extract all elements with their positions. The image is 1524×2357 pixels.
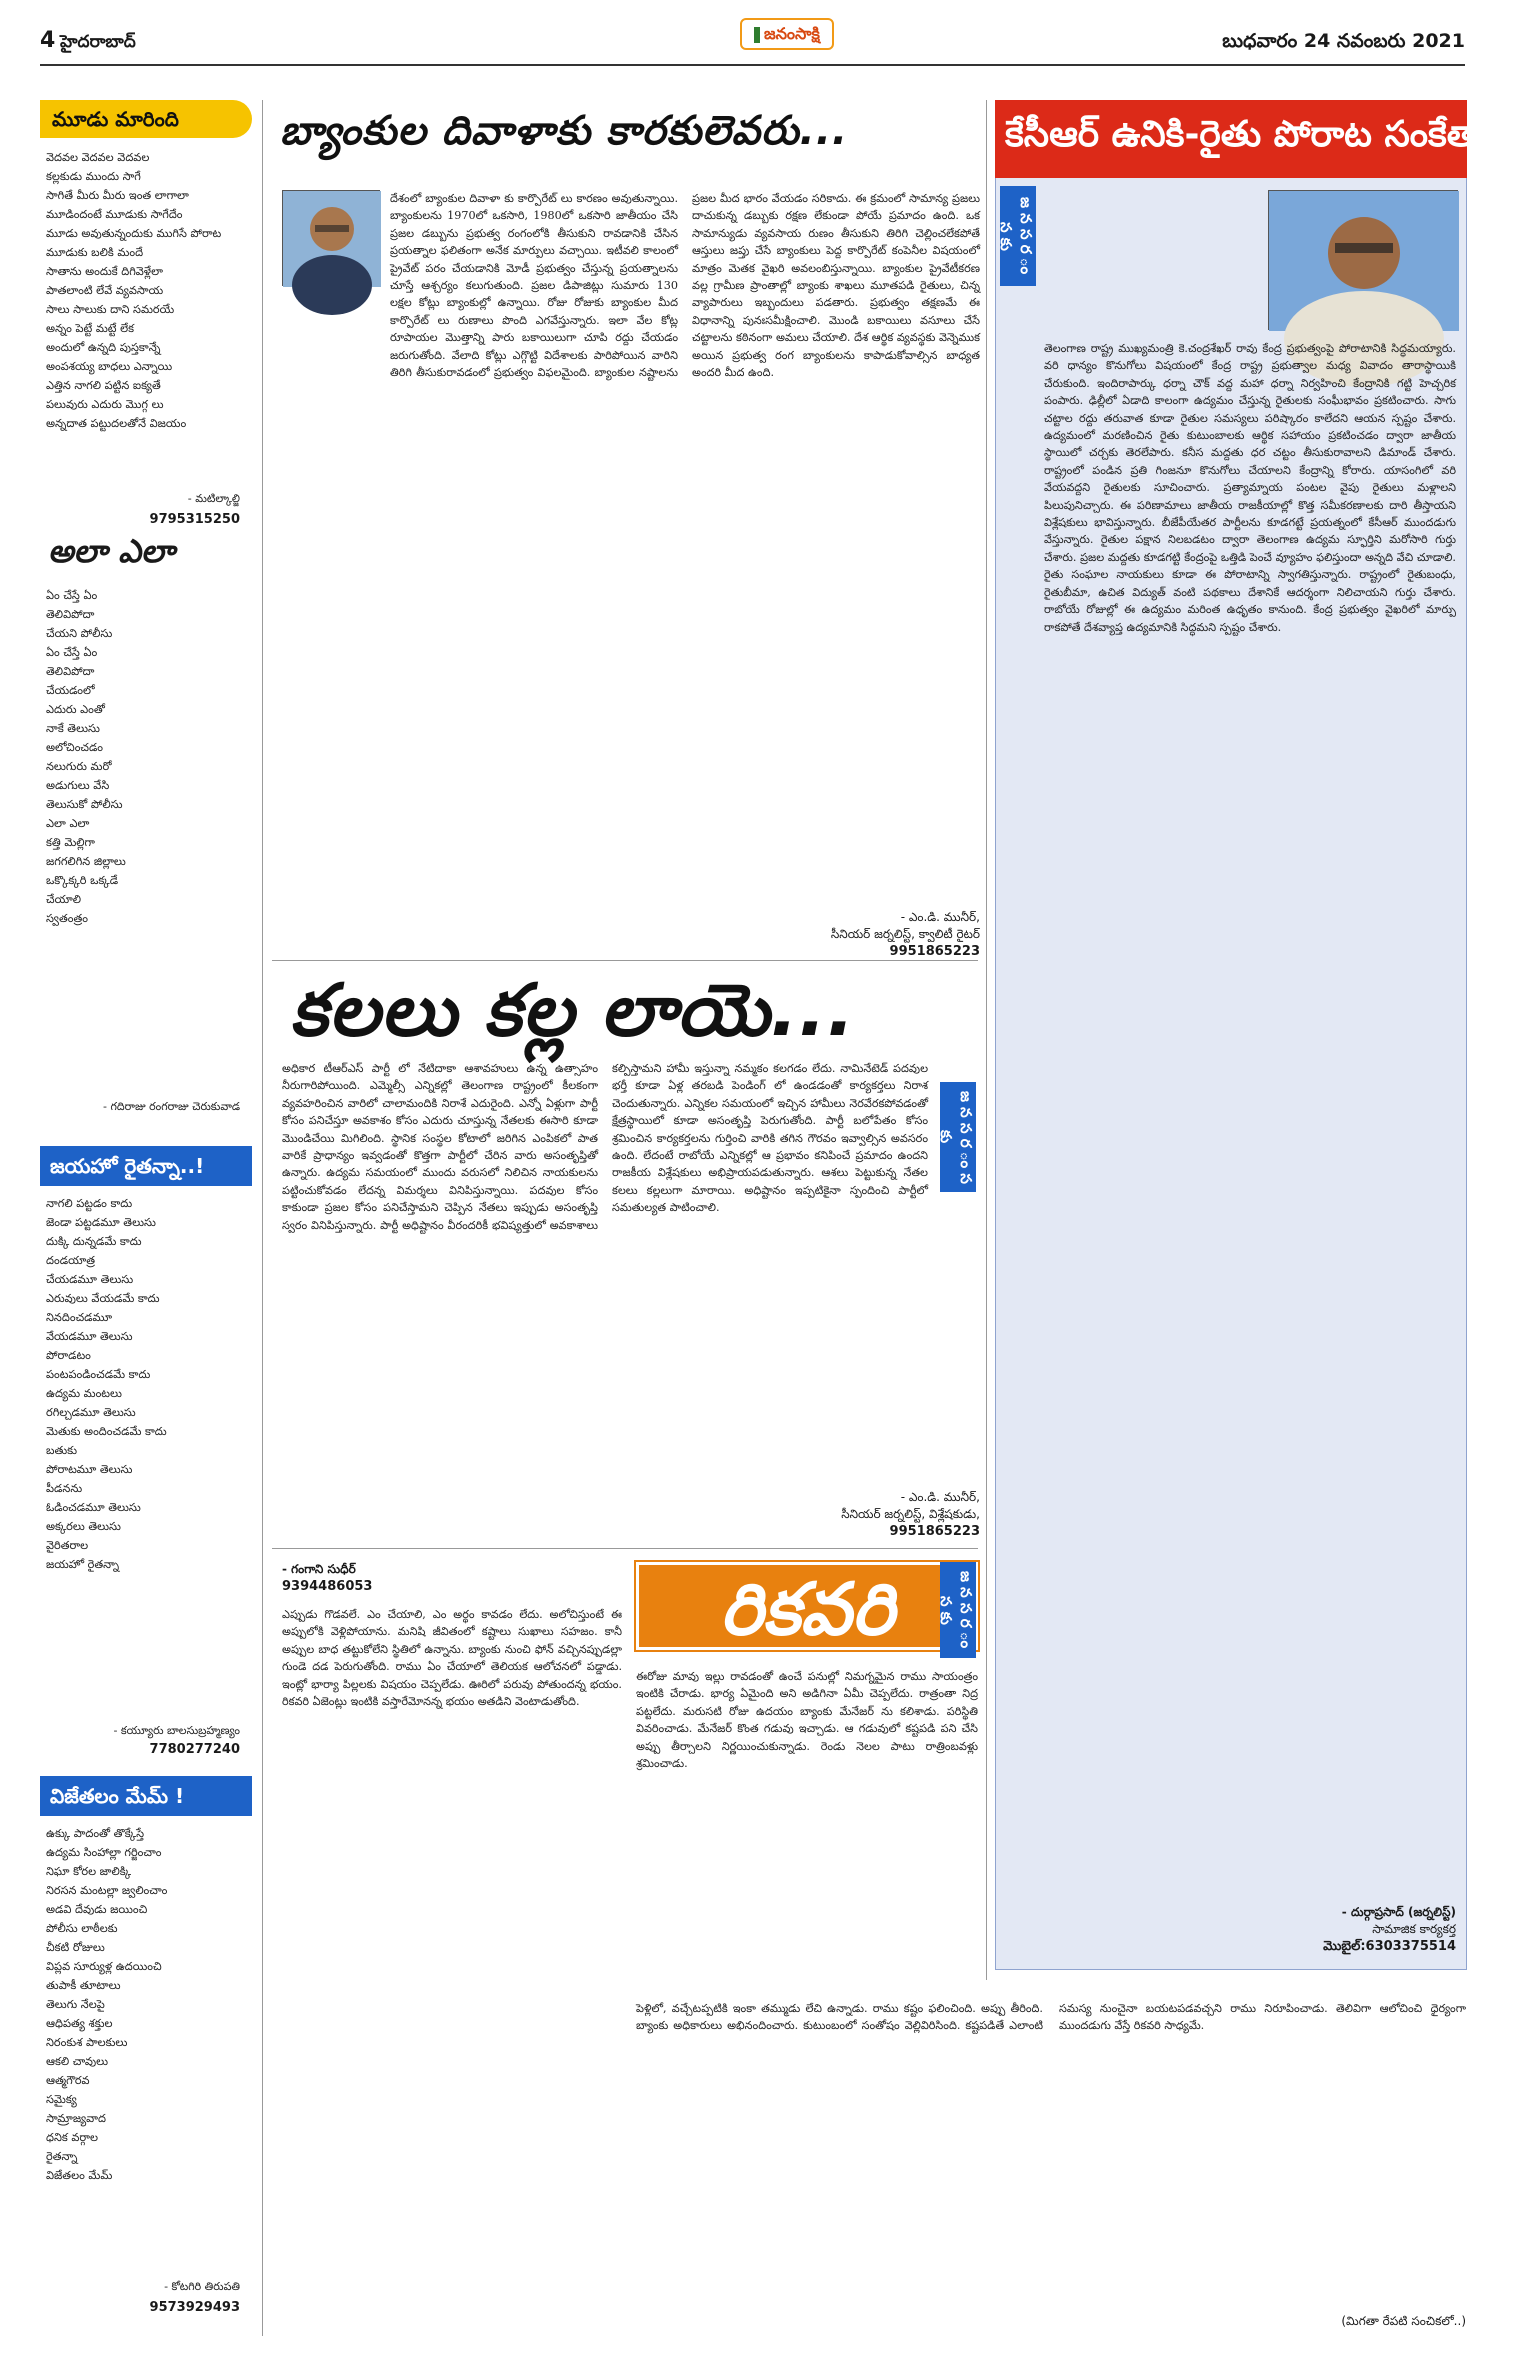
poem-line: సాతాను అందుకే దిగివెళ్లేలా: [46, 265, 163, 278]
poem-line: చేయడంలో: [46, 684, 95, 697]
poem-line: వైరితరాల: [46, 1539, 89, 1552]
poem-line: సాగితే మీరు మీరు ఇంత లాగాలా: [46, 189, 189, 202]
poem-line: పోలీసు లాఠీలకు: [46, 1922, 118, 1935]
poem-line: ఏం చేస్తే ఏం: [46, 646, 98, 659]
article3-author: - దుర్గాప్రసాద్ (జర్నలిస్ట్): [1341, 1905, 1456, 1919]
poem2-author: - గదిరాజు రంగరాజు చెరుకువాడ: [103, 1100, 240, 1113]
poem-line: పాతలాంటి లేవే వ్యవసాయ: [46, 284, 164, 297]
poem-line: తెలుగు నేలపై: [46, 1998, 105, 2011]
poem-line: చేయడమూ తెలుసు: [46, 1273, 134, 1286]
poem-line: జయహో రైతన్నా: [46, 1558, 120, 1571]
poem-line: ఉద్యమ సింహాల్లా గర్జించాం: [46, 1846, 162, 1859]
poem-line: అడవి దేవుడు జయించి: [46, 1903, 148, 1916]
poem-line: చేయాలి: [46, 893, 82, 906]
poem4-author: - కోటగిరి తిరుపతి: [164, 2280, 240, 2293]
poem-line: జెండా పట్టడమూ తెలుసు: [46, 1216, 156, 1229]
poem-line: తుపాకీ తూటాలు: [46, 1979, 121, 1992]
poem-line: అన్నం పెట్టే మట్టే లేక: [46, 322, 134, 335]
article2-role: సీనియర్ జర్నలిస్ట్, విశ్లేషకుడు,: [841, 1507, 980, 1521]
poem-line: సాలు సాలుకు దాని సమరయే: [46, 303, 175, 316]
article3-role: సామాజిక కార్యకర్త: [1372, 1922, 1456, 1936]
poem-line: జగగలిగిన జిల్లాలు: [46, 855, 126, 868]
poem3-phone: 7780277240: [149, 1742, 240, 1757]
poem-line: పంటపండించడమే కాదు: [46, 1368, 151, 1381]
poem3-title: జయహో రైతన్నా..!: [40, 1146, 252, 1186]
poem-line: ఉద్యమ మంటలు: [46, 1387, 122, 1400]
poem-line: అలోచించడం: [46, 741, 103, 754]
poem-line: కల్లకుడు ముందు సాగే: [46, 170, 141, 183]
article4-center-body: ఈరోజు మావు ఇల్లు రావడంతో ఉంచే పనుల్లో నిమగ్నమైన రాము సాయంత్రం ఇంటికి చేరాడు. భార్య ఏమైంది అని అడిగినా ఏమీ చెప్పలేదు. రాత్రంతా నిద్ర పట్టలేదు. మరుసటి రోజు ఉదయం బ్యాంకు మేనేజర్ ను కలిశాడు. పరిస్థితి వివరించాడు. మేనేజర్ కొంత గడువు ఇచ్చాడు. ఆ గడువులో కష్టపడి పని చేసి అప్పు తీర్చాలని నిర్ణయించుకున్నాడు. రెండు నెలల పాటు రాత్రింబవళ్లు శ్రమించాడు.: [636, 1670, 978, 1771]
poem1-title: మూడు మారింది: [40, 100, 252, 138]
poem-line: ఒక్కొక్కరి ఒక్కడే: [46, 874, 119, 887]
poem-line: ధనిక వర్గాల: [46, 2131, 99, 2144]
article1-role: సీనియర్ జర్నలిస్ట్, క్వాలిటీ రైటర్: [830, 927, 980, 941]
article1-body: దేశంలో బ్యాంకుల దివాళా కు కార్పొరేట్ లు కారణం అవుతున్నాయి. బ్యాంకులను 1970లో ఒకసారి, 1980లో ఒకసారి జాతీయం చేసి ప్రజల డబ్బును ప్రభుత్వ రంగంలోకి తీసుకుని రావడానికి చేసిన ప్రయత్నాల ఫలితంగా అనేక మార్పులు వచ్చాయి. ఇటీవలి కాలంలో ప్రైవేట్ పరం చేయడానికి మోడీ ప్రభుత్వం చేస్తున్న ప్రయత్నాలను చూస్తే ఆశ్చర్యం కలుగుతుంది. ప్రజల డిపాజిట్లు సుమారు 130 లక్షల కోట్లు బ్యాంకుల్లో ఉన్నాయి. రోజు రోజుకు బ్యాంకుల మీద కార్పొరేట్ లు రుణాలు పొంది ఎగవేస్తున్నారు. ఇలా వేల కోట్ల రూపాయల మొత్తాన్ని పారు బకాయిలుగా చూపి రద్దు చేయడం జరుగుతోంది. వేలాది కోట్లు ఎగ్గొట్టి విదేశాలకు పారిపోయిన వారిని తిరిగి తీసుకురావడంలో ప్రభుత్వం విఫలమైంది. బ్యాంకుల నష్టాలను ప్రజల మీద భారం వేయడం సరికాదు. ఈ క్రమంలో సామాన్య ప్రజలు దాచుకున్న డబ్బుకు రక్షణ లేకుండా పోయే ప్రమాదం ఉంది. ఒక సామాన్యుడు వ్యవసాయ రుణం తీసుకుని తిరిగి చెల్లించలేకపోతే ఆస్తులు జప్తు చేసే బ్యాంకులు పెద్ద కార్పొరేట్ కంపెనీల విషయంలో మాత్రం మెతక వైఖరి అవలంబిస్తున్నాయి. బ్యాంకుల ప్రైవేటీకరణ వల్ల గ్రామీణ ప్రాంతాల్లో బ్యాంకు శాఖలు మూతపడి రైతులు, చిన్న వ్యాపారులు ఇబ్బందులు పడతారు. ప్రభుత్వం తక్షణమే ఈ విధానాన్ని పునఃసమీక్షించాలి. మొండి బకాయిలు వసూలు చేసే చట్టాలను కఠినంగా అమలు చేయాలి. దేశ ఆర్థిక వ్యవస్థకు వెన్నెముక అయిన ప్రభుత్వ రంగ బ్యాంకులను కాపాడుకోవాల్సిన బాధ్యత అందరి మీద ఉంది.: [390, 192, 980, 380]
poem-line: ఎరువులు వేయడమే కాదు: [46, 1292, 160, 1305]
poem-line: ఉక్కు పాదంతో తొక్కేస్తే: [46, 1827, 145, 1840]
article3-body: తెలంగాణ రాష్ట్ర ముఖ్యమంత్రి కె.చంద్రశేఖర్ రావు కేంద్ర ప్రభుత్వంపై పోరాటానికి సిద్ధమయ్యారు. వరి ధాన్యం కొనుగోలు విషయంలో కేంద్ర రాష్ట్ర ప్రభుత్వాల మధ్య వివాదం తారాస్థాయికి చేరుకుంది. ఇందిరాపార్కు ధర్నా చౌక్ వద్ద మహా ధర్నా నిర్వహించి కేంద్రానికి గట్టి హెచ్చరిక పంపారు. ఢిల్లీలో ఏడాది కాలంగా ఉద్యమం చేస్తున్న రైతులకు సంఘీభావం ప్రకటించారు. సాగు చట్టాల రద్దు తరువాత కూడా రైతుల సమస్యలు పరిష్కారం కాలేదని ఆయన స్పష్టం చేశారు. ఉద్యమంలో మరణించిన రైతు కుటుంబాలకు ఆర్థిక సహాయం ప్రకటించడం ద్వారా జాతీయ స్థాయిలో చర్చకు తెరలేపారు. కనీస మద్దతు ధర చట్టం తీసుకురావాలని డిమాండ్ చేశారు. రాష్ట్రంలో పండిన ప్రతి గింజనూ కొనుగోలు చేయాలని కేంద్రాన్ని కోరారు. యాసంగిలో వరి వేయవద్దని రైతులకు సూచించారు. ప్రత్యామ్నాయ పంటల వైపు రైతులు మళ్లాలని పిలుపునిచ్చారు. ఈ పరిణామాలు జాతీయ రాజకీయాల్లో కొత్త సమీకరణాలకు దారి తీస్తాయని విశ్లేషకులు భావిస్తున్నారు. బీజేపీయేతర పార్టీలను కూడగట్టే ప్రయత్నంలో కేసీఆర్ ముందడుగు వేస్తున్నారు. రైతుల పక్షాన నిలబడటం ద్వారా తెలంగాణ ఉద్యమ స్ఫూర్తిని మరోసారి గుర్తు చేశారు. ప్రజల మద్దతు కూడగట్టి కేంద్రంపై ఒత్తిడి పెంచే వ్యూహం ఫలిస్తుందా అన్నది వేచి చూడాలి. రైతు సంఘాల నాయకులు కూడా ఈ పోరాటాన్ని స్వాగతిస్తున్నారు. రాష్ట్రంలో రైతుబంధు, రైతుబీమా, ఉచిత విద్యుత్ వంటి పథకాలు దేశానికే ఆదర్శంగా నిలిచాయని గుర్తు చేశారు. రాబోయే రోజుల్లో ఈ ఉద్యమం మరింత ఉధృతం కానుంది. కేంద్ర ప్రభుత్వం వైఖరిలో మార్పు రాకపోతే దేశవ్యాప్త ఉద్యమానికి సిద్ధమని స్పష్టం చేశారు.: [1044, 342, 1456, 634]
column-divider: [986, 100, 987, 1980]
poem-line: ఏం చేస్తే ఏం: [46, 589, 98, 602]
poem-line: మెతుకు అందించడమే కాదు: [46, 1425, 167, 1438]
poem-line: నిఘా కోరల జాలిక్కి: [46, 1865, 132, 1878]
article1-byline: [735, 910, 980, 959]
poem-line: పోరాడటం: [46, 1349, 91, 1362]
article3-byline: [1200, 1905, 1456, 1957]
poem3-author: - కయ్యూరు బాలసుబ్రహ్మణ్యం: [113, 1724, 240, 1737]
poem-line: ఆత్మగౌరవ: [46, 2074, 90, 2087]
article-divider: [272, 1548, 978, 1549]
poem-line: పోరాటమూ తెలుసు: [46, 1463, 133, 1476]
poem-line: కత్తి మెల్లిగా: [46, 836, 95, 849]
newspaper-logo: [740, 18, 834, 50]
poem-line: మూడుకు బలికి మందే: [46, 246, 144, 259]
article3-tag: జ న స ర ం స కు: [1000, 186, 1036, 286]
article2-author: - ఎం.డి. మునీర్,: [900, 1490, 980, 1504]
poem-line: ఓడించడమూ తెలుసు: [46, 1501, 141, 1514]
poem-line: తెలివిపోదా: [46, 665, 95, 678]
article3-photo: [1268, 190, 1458, 330]
poem-line: అంపశయ్య బాధలు ఎన్నాయి: [46, 360, 173, 373]
poem-line: ఎత్తిన నాగలి పట్టిన ఐక్యతే: [46, 379, 161, 392]
poem-line: అందులో ఉన్నది పుస్తకాన్నే: [46, 341, 161, 354]
logo-text: జనంసాక్షి: [764, 24, 820, 43]
article4-byline-top: [282, 1562, 462, 1594]
poem-line: మూడు అవుతున్నందుకు ముగిసే పోరాట: [46, 227, 222, 240]
poem3-body: [46, 1194, 250, 1718]
poem2-body: [46, 586, 250, 1096]
logo-icon: [754, 27, 760, 43]
poem-line: నిరసన మంటల్లా జ్వలించాం: [46, 1884, 168, 1897]
poem-line: నాగలి పట్టడం కాదు: [46, 1197, 133, 1210]
poem-line: మూడిందంటే మూడుకు సాగేదేం: [46, 208, 183, 221]
article4-continued: (మిగతా రేపటి సంచికలో..): [1341, 2314, 1466, 2328]
article2-body: అధికార టీఆర్ఎస్ పార్టీ లో నేటిదాకా ఆశావహులు ఉన్న ఉత్సాహం నీరుగారిపోయింది. ఎమ్మెల్సీ ఎన్నికల్లో తెలంగాణ రాష్ట్రంలో కీలకంగా వ్యవహరించిన వారిలో చాలామందికి నిరాశే ఎదురైంది. ఎన్నో ఏళ్లుగా పార్టీ కోసం పనిచేస్తూ అవకాశం కోసం ఎదురు చూస్తున్న నేతలకు ఈసారి కూడా మొండిచేయి మిగిలింది. స్థానిక సంస్థల కోటాలో జరిగిన ఎంపికలో పాత వారికే ప్రాధాన్యం ఇవ్వడంతో కొత్తగా పార్టీలో చేరిన వారు అసంతృప్తితో ఉన్నారు. ఉద్యమ సమయంలో ముందు వరుసలో నిలిచిన నాయకులను పట్టించుకోవడం లేదన్న విమర్శలు వినిపిస్తున్నాయి. పదవుల కోసం కాకుండా ప్రజల కోసం పనిచేస్తామని చెప్పిన నేతలు ఇప్పుడు అసంతృప్తి స్వరం వినిపిస్తున్నారు. పార్టీ అధిష్టానం వీరందరికీ భవిష్యత్తులో అవకాశాలు కల్పిస్తామని హామీ ఇస్తున్నా నమ్మకం కలగడం లేదు. నామినేటెడ్ పదవుల భర్తీ కూడా ఏళ్ల తరబడి పెండింగ్ లో ఉండడంతో కార్యకర్తలు నిరాశ చెందుతున్నారు. ఎన్నికల సమయంలో ఇచ్చిన హామీలు నెరవేరకపోవడంతో క్షేత్రస్థాయిలో కూడా అసంతృప్తి పెరుగుతోంది. పార్టీ బలోపేతం కోసం శ్రమించిన కార్యకర్తలను గుర్తించి వారికి తగిన గౌరవం ఇవ్వాల్సిన అవసరం ఉంది. లేదంటే రాబోయే ఎన్నికల్లో ఆ ప్రభావం కనిపించే ప్రమాదం ఉందని రాజకీయ విశ్లేషకులు అభిప్రాయపడుతున్నారు. ఆశలు పెట్టుకున్న నేతల కలలు కల్లలుగా మారాయి. అధిష్టానం ఇప్పటికైనా స్పందించి పార్టీలో సమతుల్యత పాటించాలి.: [282, 1062, 928, 1232]
poem-line: ఆకలి చావులు: [46, 2055, 109, 2068]
poem1-phone: 9795315250: [149, 512, 240, 527]
article4-bottom-body: పెళ్లిలో, వచ్చేటప్పటికి ఇంకా తమ్ముడు లేచి ఉన్నాడు. రాము కష్టం ఫలించింది. అప్పు తీరింది. బ్యాంకు అధికారులు అభినందించారు. కుటుంబంలో సంతోషం వెల్లివిరిసింది. కష్టపడితే ఎలాంటి సమస్య నుంచైనా బయటపడవచ్చని రాము నిరూపించాడు. తెలివిగా ఆలోచించి ధైర్యంగా ముందడుగు వేస్తే రికవరి సాధ్యమే.: [636, 2002, 1466, 2033]
article2-phone: 9951865223: [889, 1524, 980, 1539]
article3-phone: మొబైల్:6303375514: [1323, 1939, 1456, 1954]
poem-line: దుక్కి దున్నడమే కాదు: [46, 1235, 142, 1248]
poem-line: నినదించడమూ: [46, 1311, 113, 1324]
page-header: [40, 8, 1465, 66]
poem2-title: అలా ఎలా: [48, 532, 175, 570]
poem-line: స్వతంత్రం: [46, 912, 89, 925]
poem1-author: - మటిల్కాల్జి: [187, 492, 240, 505]
article4-headline: రికవరి: [636, 1562, 978, 1650]
poem4-phone: 9573929493: [149, 2300, 240, 2315]
poems-column: [40, 100, 252, 2336]
poem4-body: [46, 1824, 250, 2274]
poem-line: సామ్రాజ్యవాద: [46, 2112, 106, 2125]
article4-author: - గంగాని సుధీర్: [282, 1562, 356, 1576]
article2-tag: జ న స ర ం స కు: [940, 1082, 976, 1192]
city-name: హైదరాబాద్: [60, 32, 136, 52]
article2-headline: కలలు కల్ల లాయె...: [290, 968, 856, 1052]
poem-line: విప్లవ సూర్యుళ్ల ఉదయించి: [46, 1960, 162, 1973]
poem-line: విజేతలం మేమ్: [46, 2169, 113, 2182]
article1-headline: బ్యాంకుల దివాళాకు కారకులెవరు...: [280, 108, 849, 154]
poem-line: అక్కరలు తెలుసు: [46, 1520, 121, 1533]
poem-line: వెదవల వెదవల వెదవల: [46, 151, 150, 164]
poem-line: బతుకు: [46, 1444, 77, 1457]
poem-line: సమైక్య: [46, 2093, 77, 2106]
portrait-icon: [1269, 191, 1459, 331]
poem-line: తెలుసుకో పోలీసు: [46, 798, 123, 811]
poem-line: నలుగురు మరో: [46, 760, 112, 773]
poem-line: నిరంకుశ పాలకులు: [46, 2036, 128, 2049]
poem-line: చీకటి రోజులు: [46, 1941, 105, 1954]
article2-byline: [735, 1490, 980, 1539]
poem-line: వేయడమూ తెలుసు: [46, 1330, 133, 1343]
article4-phone: 9394486053: [282, 1579, 373, 1594]
article4-left-body: ఎప్పుడు గొడవలే. ఎం చేయాలి, ఎం అర్థం కావడం లేదు. అలోచిస్తుంటే ఈ అప్పులోకి వెళ్లిపోయాను. మనిషి జీవితంలో కష్టాలు సుఖాలు సహజం. కానీ అప్పుల బాధ తట్టుకోలేని స్థితిలో ఉన్నాను. బ్యాంకు నుంచి ఫోన్ వచ్చినప్పుడల్లా గుండె దడ పెరుగుతోంది. రాము ఏం చేయాలో తెలియక ఆలోచనలో పడ్డాడు. ఇంట్లో భార్యా పిల్లలకు విషయం చెప్పలేడు. ఊరిలో పరువు పోతుందన్న భయం. రికవరి ఏజెంట్లు ఇంటికి వస్తారేమోనన్న భయం అతడిని వెంటాడుతోంది.: [282, 1608, 622, 1709]
poem-line: ఆధిపత్య శక్తుల: [46, 2017, 113, 2030]
page-number: 4: [40, 28, 56, 53]
column-divider: [262, 100, 263, 2336]
poem-line: పలువురు ఎదురు మొగ్గ లు: [46, 398, 164, 411]
poem-line: రైతన్నా: [46, 2150, 78, 2163]
poem-line: చేయని పోలీసు: [46, 627, 113, 640]
article1-author: - ఎం.డి. మునీర్,: [900, 910, 980, 924]
poem-line: అన్నదాత పట్టుదలతోనే విజయం: [46, 417, 187, 430]
poem-line: పీడనను: [46, 1482, 83, 1495]
article4-tag: జ న స ర ం స కు: [940, 1562, 976, 1658]
poem-line: తెలివిపోదా: [46, 608, 95, 621]
poem-line: ఎదురు ఎంతో: [46, 703, 105, 716]
article1-phone: 9951865223: [889, 944, 980, 959]
poem-line: దండయాత్ర: [46, 1254, 96, 1267]
portrait-icon: [283, 191, 381, 287]
article-divider: [272, 960, 978, 961]
poem-line: రగిల్చడమూ తెలుసు: [46, 1406, 136, 1419]
poem-line: ఎలా ఎలా: [46, 817, 90, 830]
author-photo: [282, 190, 380, 286]
poem1-body: [46, 148, 250, 488]
article3-headline: కేసీఆర్ ఉనికి-రైతు పోరాట సంకేతాలు: [995, 100, 1467, 178]
poem4-title: విజేతలం మేమ్ !: [40, 1776, 252, 1816]
issue-date: బుధవారం 24 నవంబరు 2021: [1222, 30, 1465, 52]
article3-intro: [1044, 190, 1260, 340]
poem-line: నాకే తెలుసు: [46, 722, 100, 735]
poem-line: అడుగులు వేసి: [46, 779, 110, 792]
